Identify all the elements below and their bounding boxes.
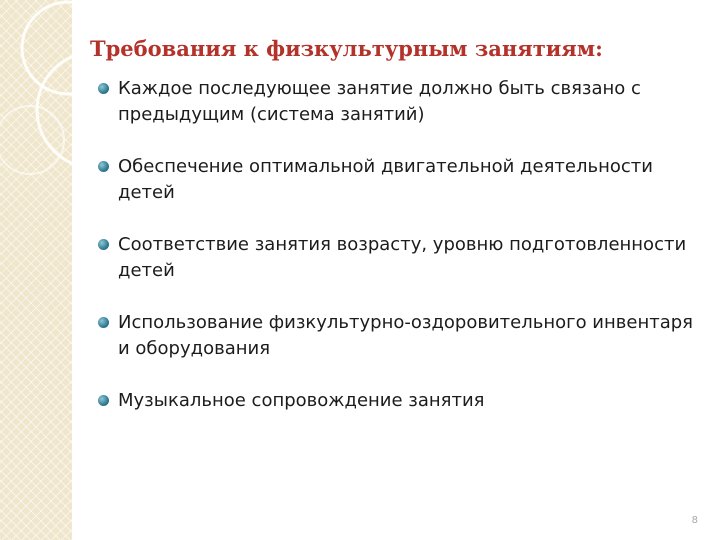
bullet-dot-icon bbox=[98, 161, 109, 172]
bullet-item bbox=[96, 76, 696, 128]
bullet-text: Каждое последующее занятие должно быть связано с предыдущим (система занятий) bbox=[118, 78, 641, 125]
bullet-item bbox=[96, 232, 696, 284]
bullet-list bbox=[96, 76, 696, 440]
page-number: 8 bbox=[691, 515, 698, 526]
bullet-item bbox=[96, 310, 696, 362]
slide-title: Требования к физкультурным занятиям: bbox=[90, 36, 603, 61]
bullet-text: Музыкальное сопровождение занятия bbox=[118, 390, 485, 411]
bullet-dot-icon bbox=[98, 317, 109, 328]
bullet-dot-icon bbox=[98, 83, 109, 94]
bullet-text: Обеспечение оптимальной двигательной деятельности детей bbox=[118, 156, 653, 203]
bullet-dot-icon bbox=[98, 239, 109, 250]
bullet-text: Соответствие занятия возрасту, уровню подготовленности детей bbox=[118, 234, 687, 281]
bullet-item bbox=[96, 154, 696, 206]
bullet-item bbox=[96, 388, 696, 414]
bullet-dot-icon bbox=[98, 395, 109, 406]
bullet-text: Использование физкультурно-оздоровительного инвентаря и оборудования bbox=[118, 312, 693, 359]
